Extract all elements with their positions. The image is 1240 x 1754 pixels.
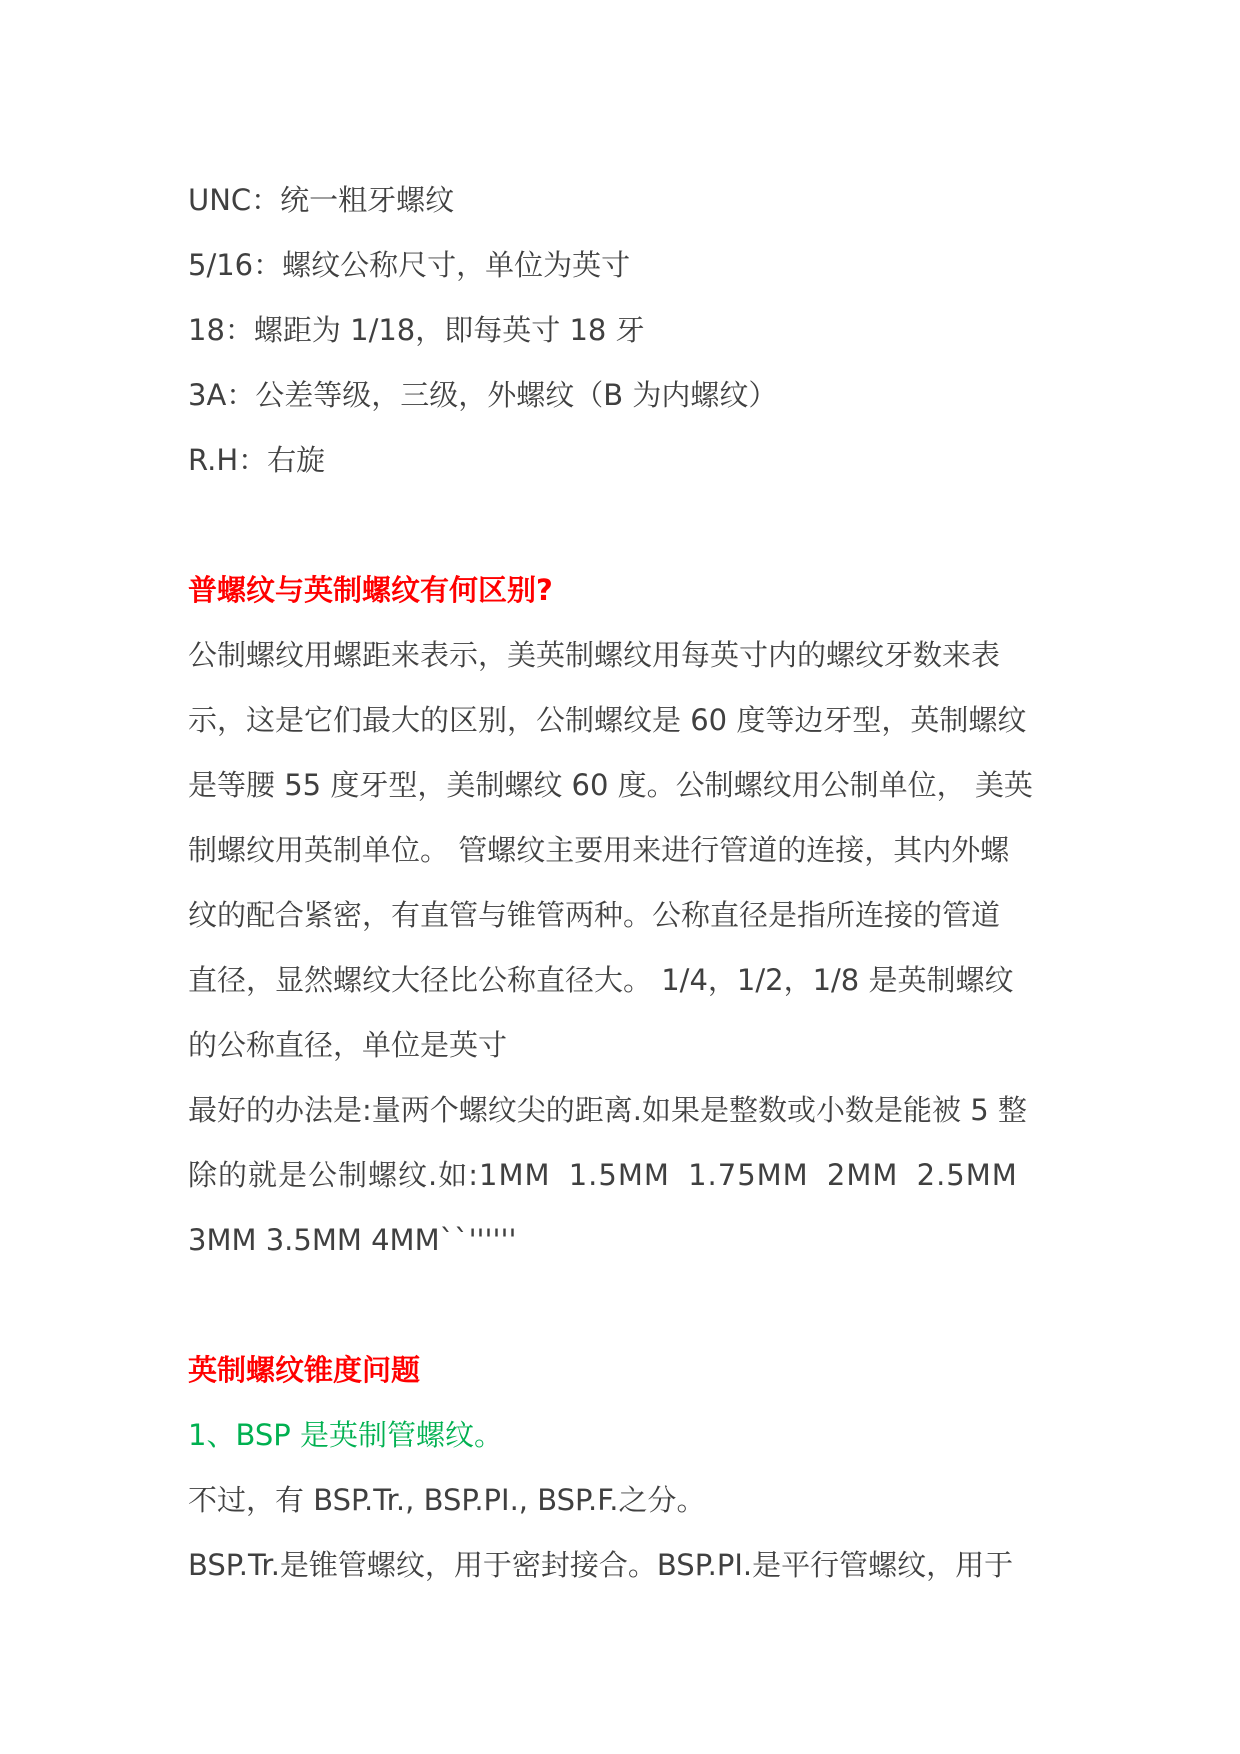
- method-paragraph: [188, 1078, 1056, 1273]
- paragraph-line: 直径，显然螺纹大径比公称直径大。 1/4，1/2，1/8 是英制螺纹: [188, 963, 1014, 997]
- method-line: 3MM 3.5MM 4MM``'''''': [188, 1223, 517, 1257]
- section-heading-taper: 英制螺纹锥度问题: [188, 1353, 421, 1387]
- notation-pitch: 18：螺距为 1/18，即每英寸 18 牙: [188, 313, 645, 347]
- bsp-line: 不过，有 BSP.Tr., BSP.PI., BSP.F.之分。: [188, 1483, 706, 1517]
- notation-hand: R.H：右旋: [188, 443, 326, 477]
- paragraph-line: 的公称直径，单位是英寸: [188, 1028, 508, 1062]
- thread-notation-list: [188, 168, 1056, 493]
- bsp-line: BSP.Tr.是锥管螺纹，用于密封接合。BSP.PI.是平行管螺纹，用于: [188, 1548, 1014, 1582]
- bsp-item-1: 1、BSP 是英制管螺纹。: [188, 1418, 503, 1452]
- method-line: 最好的办法是:量两个螺纹尖的距离.如果是整数或小数是能被 5 整: [188, 1093, 1027, 1127]
- paragraph-line: 制螺纹用英制单位。 管螺纹主要用来进行管道的连接，其内外螺: [188, 833, 1010, 867]
- notation-unc: UNC：统一粗牙螺纹: [188, 183, 455, 217]
- paragraph-line: 公制螺纹用螺距来表示，美英制螺纹用每英寸内的螺纹牙数来表: [188, 638, 1001, 672]
- paragraph-line: 是等腰 55 度牙型，美制螺纹 60 度。公制螺纹用公制单位， 美英: [188, 768, 1033, 802]
- notation-size: 5/16：螺纹公称尺寸，单位为英寸: [188, 248, 631, 282]
- notation-tolerance: 3A：公差等级，三级，外螺纹（B 为内螺纹）: [188, 378, 778, 412]
- difference-paragraph: [188, 623, 1056, 1078]
- section-heading-difference: 普螺纹与英制螺纹有何区别?: [188, 573, 553, 607]
- method-line: 除的就是公制螺纹.如:1MM 1.5MM 1.75MM 2MM 2.5MM: [188, 1158, 1018, 1192]
- document-page: [188, 168, 1056, 1598]
- paragraph-line: 示，这是它们最大的区别，公制螺纹是 60 度等边牙型，英制螺纹: [188, 703, 1027, 737]
- paragraph-line: 纹的配合紧密，有直管与锥管两种。公称直径是指所连接的管道: [188, 898, 1001, 932]
- spacer: [188, 493, 1056, 558]
- spacer: [188, 1273, 1056, 1338]
